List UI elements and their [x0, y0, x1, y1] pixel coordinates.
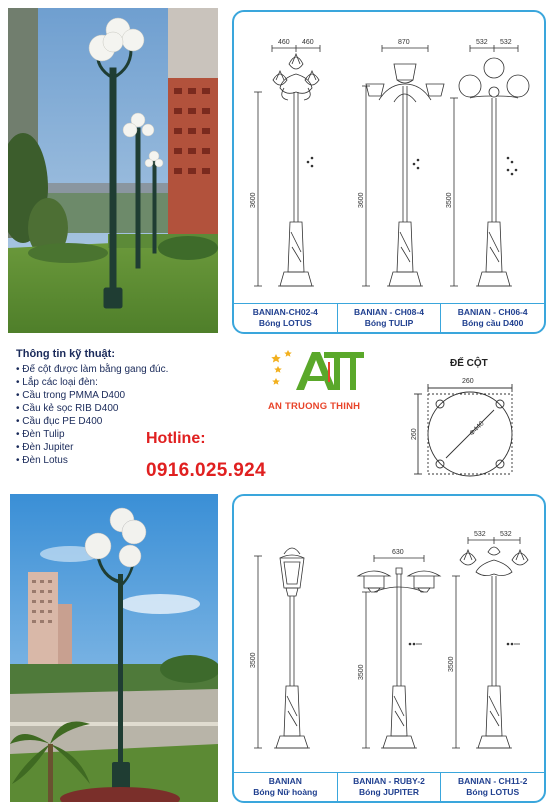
bulb-type: Bóng LOTUS — [466, 787, 520, 797]
model-code: BANIAN - CH08-4 — [354, 307, 424, 317]
dim-label: Φ440 — [468, 420, 486, 438]
list-item: • Cầu trong PMMA D400 — [16, 389, 226, 402]
model-code: BANIAN — [268, 776, 302, 786]
lamp-drawing-ch02-4 — [254, 45, 320, 286]
dim-label: 460 — [278, 39, 290, 46]
height-label: 3500 — [358, 664, 365, 680]
dim-label: 460 — [302, 39, 314, 46]
base-drawing — [410, 374, 540, 484]
height-label: 3500 — [250, 652, 257, 668]
bulb-type: Bóng cầu D400 — [461, 318, 524, 328]
list-item: • Lắp các loại đèn: — [16, 376, 226, 389]
top-street-photo — [8, 8, 218, 333]
list-item: • Đèn Jupiter — [16, 441, 226, 454]
bottom-spec-panel — [232, 494, 546, 803]
list-item: • Cầu kẻ sọc RIB D400 — [16, 402, 226, 415]
height-label: 3600 — [358, 192, 365, 208]
dim-label: 260 — [462, 378, 474, 385]
top-spec-panel — [232, 10, 546, 334]
list-item: • Cầu đục PE D400 — [16, 415, 226, 428]
bulb-type: Bóng JUPITER — [359, 787, 419, 797]
hotline-label: Hotline: — [146, 430, 206, 447]
tech-info-title: Thông tin kỹ thuật: — [16, 348, 115, 360]
list-item: • Đèn Tulip — [16, 428, 226, 441]
star-icon — [271, 350, 292, 385]
bulb-type: Bóng LOTUS — [258, 318, 312, 328]
lamp-drawing-ruby-2 — [358, 555, 440, 748]
dim-label: 532 — [474, 531, 486, 538]
dim-label: 870 — [398, 39, 410, 46]
lamp-drawing-ch08-4 — [362, 45, 444, 286]
lamp-drawing-ch11-2 — [452, 537, 528, 748]
hotline-number[interactable]: 0916.025.924 — [146, 460, 266, 481]
list-item: • Đế cột được làm bằng gang đúc. — [16, 363, 226, 376]
height-label: 3600 — [250, 192, 257, 208]
caption-nu-hoang — [234, 773, 337, 801]
lamp-drawing-nu-hoang — [254, 548, 310, 748]
bottom-street-photo — [10, 494, 218, 802]
height-label: 3500 — [446, 192, 453, 208]
model-code: BANIAN - CH06-4 — [457, 307, 528, 317]
dim-label: 532 — [500, 39, 512, 46]
tech-info — [16, 348, 226, 467]
tech-info-list — [16, 363, 226, 467]
brand-name: AN TRUONG THINH — [268, 401, 361, 412]
top-caption-row — [234, 303, 544, 332]
bottom-caption-row — [234, 772, 544, 801]
dim-label: 532 — [500, 531, 512, 538]
dim-label: 532 — [476, 39, 488, 46]
caption-ruby-2 — [337, 773, 441, 801]
bulb-type: Bóng Nữ hoàng — [253, 787, 318, 797]
base-title: ĐẾ CỘT — [450, 358, 488, 369]
dim-label: 630 — [392, 549, 404, 556]
model-code: BANIAN - CH11-2 — [457, 776, 528, 786]
model-code: BANIAN-CH02-4 — [252, 307, 318, 317]
lamp-drawing-ch06-4 — [450, 45, 529, 286]
dim-label: 260 — [411, 428, 418, 440]
caption-ch06-4 — [440, 304, 544, 332]
caption-ch11-2 — [440, 773, 544, 801]
model-code: BANIAN - RUBY-2 — [353, 776, 425, 786]
height-label: 3500 — [448, 656, 455, 672]
brand-logo — [268, 346, 378, 416]
bulb-type: Bóng TULIP — [364, 318, 414, 328]
list-item: • Đèn Lotus — [16, 454, 226, 467]
caption-ch08-4 — [337, 304, 441, 332]
caption-ch02-4 — [234, 304, 337, 332]
